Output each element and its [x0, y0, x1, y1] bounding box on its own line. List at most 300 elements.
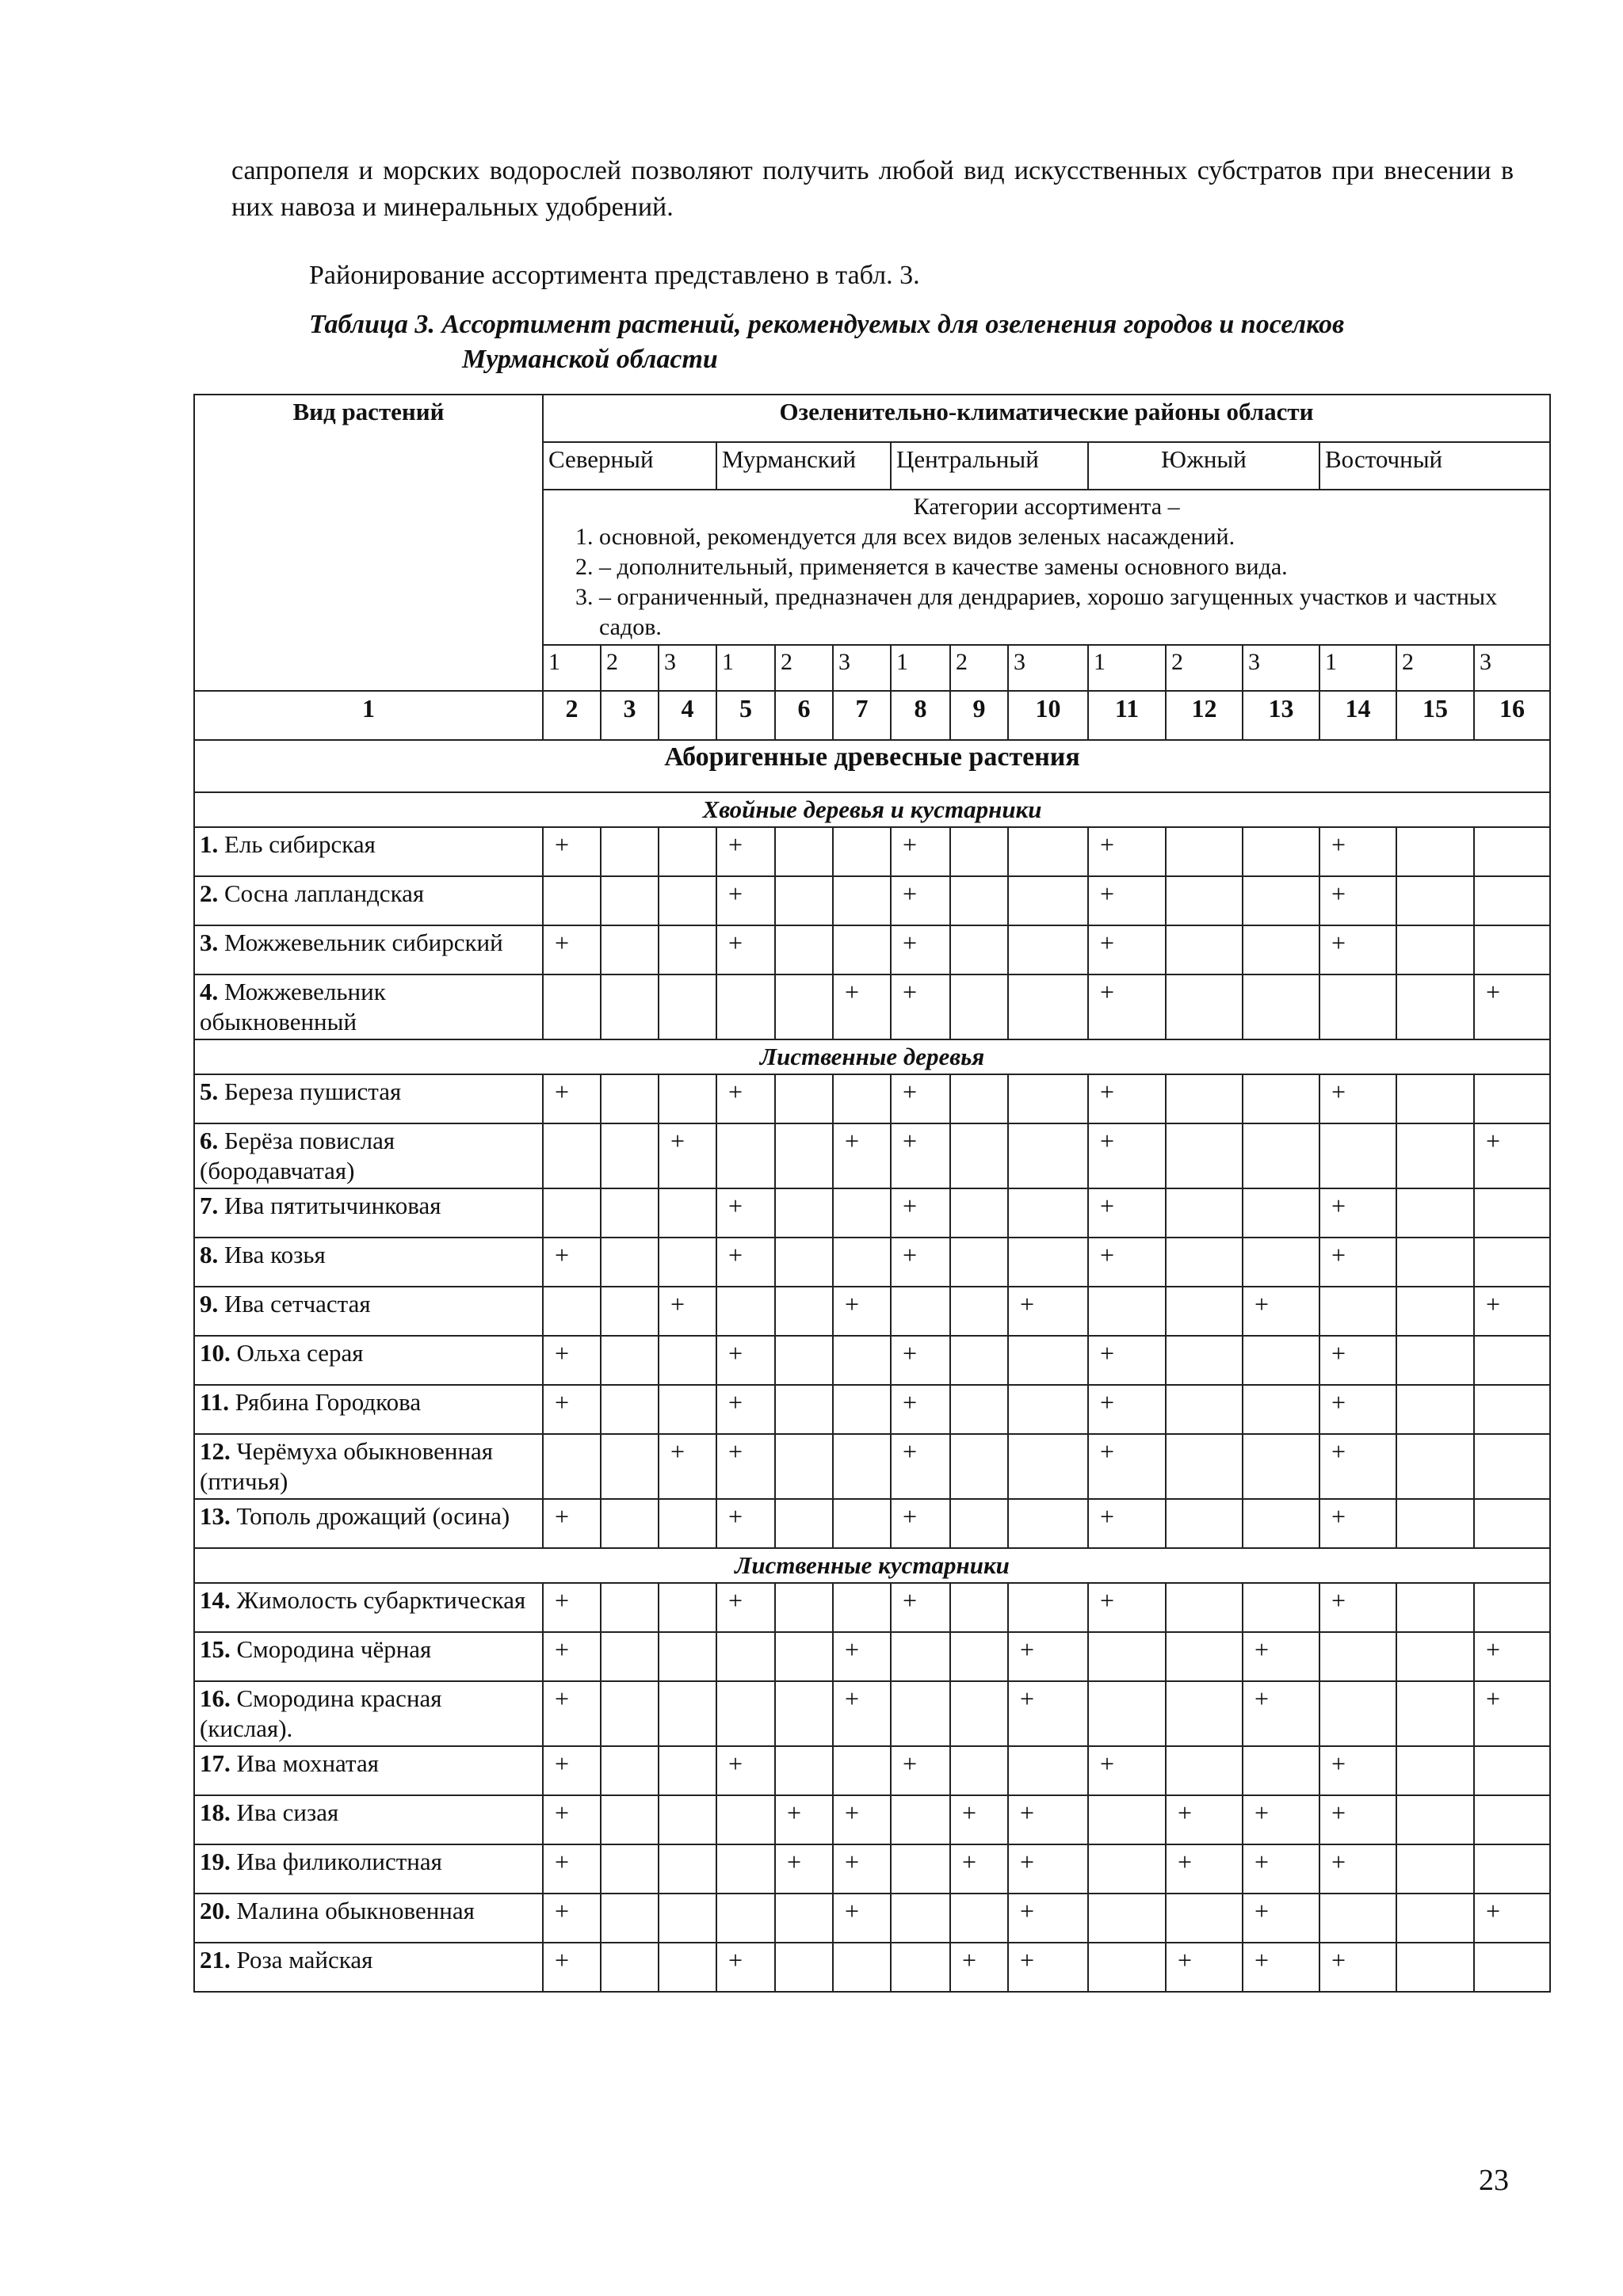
- mark-cell: [1474, 1943, 1550, 1992]
- mark-cell: [1166, 1499, 1243, 1548]
- mark-cell: [659, 1795, 716, 1844]
- mark-cell: +: [1008, 1943, 1088, 1992]
- plant-name-cell: [194, 1074, 543, 1123]
- mark-cell: [543, 1188, 601, 1238]
- mark-cell: +: [1008, 1844, 1088, 1894]
- mark-cell: [1319, 1287, 1396, 1336]
- plant-name-cell: [194, 1681, 543, 1746]
- column-number-cell: 10: [1008, 691, 1088, 740]
- mark-cell: +: [716, 1434, 775, 1499]
- mark-cell: +: [716, 827, 775, 876]
- categories-legend: [543, 490, 1550, 645]
- mark-cell: +: [833, 974, 891, 1039]
- mark-cell: [601, 1188, 659, 1238]
- mark-cell: [775, 1123, 833, 1188]
- mark-cell: +: [716, 1188, 775, 1238]
- mark-cell: [1474, 925, 1550, 974]
- mark-cell: +: [1088, 1583, 1166, 1632]
- mark-cell: +: [891, 1583, 950, 1632]
- mark-cell: [775, 1681, 833, 1746]
- mark-cell: [716, 1795, 775, 1844]
- mark-cell: [1474, 1795, 1550, 1844]
- plant-name: Роза майская: [236, 1946, 373, 1974]
- mark-cell: +: [1319, 827, 1396, 876]
- mark-cell: [891, 1943, 950, 1992]
- mark-cell: [543, 974, 601, 1039]
- plant-name-cell: [194, 827, 543, 876]
- column-number-cell: 8: [891, 691, 950, 740]
- mark-cell: [775, 1583, 833, 1632]
- mark-cell: [833, 1336, 891, 1385]
- category-number-cell: 2: [775, 645, 833, 691]
- mark-cell: [1243, 1123, 1319, 1188]
- mark-cell: +: [659, 1123, 716, 1188]
- mark-cell: [950, 1434, 1008, 1499]
- mark-cell: [716, 1894, 775, 1943]
- plant-name-cell: [194, 1238, 543, 1287]
- mark-cell: [1396, 1795, 1474, 1844]
- mark-cell: [1319, 1894, 1396, 1943]
- plant-number: 7.: [200, 1192, 219, 1219]
- mark-cell: +: [891, 876, 950, 925]
- table-row: [194, 1287, 1550, 1336]
- plant-name-cell: [194, 1894, 543, 1943]
- table-row: [194, 1844, 1550, 1894]
- group-row: [194, 1548, 1550, 1583]
- mark-cell: [1008, 1336, 1088, 1385]
- mark-cell: [1008, 1385, 1088, 1434]
- mark-cell: +: [1008, 1681, 1088, 1746]
- mark-cell: [1243, 1188, 1319, 1238]
- mark-cell: +: [1008, 1287, 1088, 1336]
- table-reference-text: Районирование ассортимента представлено в табл. 3.: [309, 261, 920, 290]
- category-number-cell: 1: [1319, 645, 1396, 691]
- mark-cell: +: [1088, 827, 1166, 876]
- mark-cell: +: [543, 925, 601, 974]
- category-number-cell: 3: [1008, 645, 1088, 691]
- mark-cell: [659, 827, 716, 876]
- region-murmansk: Мурманский: [716, 442, 891, 490]
- mark-cell: [1243, 1434, 1319, 1499]
- mark-cell: [659, 876, 716, 925]
- mark-cell: [1396, 1238, 1474, 1287]
- mark-cell: [950, 1681, 1008, 1746]
- mark-cell: +: [543, 1583, 601, 1632]
- mark-cell: [1166, 1123, 1243, 1188]
- table-row: [194, 1746, 1550, 1795]
- plant-name: Сосна лапландская: [224, 879, 425, 907]
- plant-name-cell: [194, 1287, 543, 1336]
- mark-cell: +: [833, 1287, 891, 1336]
- mark-cell: [1088, 1943, 1166, 1992]
- mark-cell: [1243, 1238, 1319, 1287]
- mark-cell: [775, 1336, 833, 1385]
- mark-cell: [891, 1287, 950, 1336]
- plant-column-header: Вид растений: [194, 395, 543, 691]
- table-body: [194, 395, 1550, 1992]
- mark-cell: +: [1088, 1746, 1166, 1795]
- table-row: [194, 1188, 1550, 1238]
- mark-cell: [775, 974, 833, 1039]
- mark-cell: [950, 925, 1008, 974]
- mark-cell: [1396, 1385, 1474, 1434]
- page-number: 23: [1479, 2164, 1509, 2197]
- mark-cell: [659, 1238, 716, 1287]
- plant-name: Малина обыкновенная: [236, 1897, 475, 1924]
- mark-cell: +: [833, 1123, 891, 1188]
- mark-cell: [659, 1583, 716, 1632]
- mark-cell: [601, 925, 659, 974]
- mark-cell: +: [1243, 1943, 1319, 1992]
- mark-cell: [1166, 1074, 1243, 1123]
- mark-cell: [1008, 974, 1088, 1039]
- plant-number: 12.: [200, 1437, 231, 1465]
- mark-cell: [1008, 876, 1088, 925]
- mark-cell: [1474, 1188, 1550, 1238]
- mark-cell: +: [659, 1287, 716, 1336]
- table-row: [194, 974, 1550, 1039]
- plant-number: 3.: [200, 929, 219, 956]
- mark-cell: [891, 1632, 950, 1681]
- table-caption: [309, 307, 1529, 377]
- mark-cell: [1166, 827, 1243, 876]
- mark-cell: [775, 1434, 833, 1499]
- mark-cell: [1474, 1074, 1550, 1123]
- mark-cell: +: [716, 1943, 775, 1992]
- mark-cell: [833, 876, 891, 925]
- mark-cell: [659, 1499, 716, 1548]
- mark-cell: [659, 974, 716, 1039]
- mark-cell: [1396, 1188, 1474, 1238]
- section-row: [194, 740, 1550, 792]
- table-row: [194, 1074, 1550, 1123]
- mark-cell: +: [1319, 1583, 1396, 1632]
- table-row: [194, 1499, 1550, 1548]
- plant-number: 19.: [200, 1848, 231, 1875]
- mark-cell: [1396, 1123, 1474, 1188]
- mark-cell: [1166, 1287, 1243, 1336]
- plant-name-cell: [194, 974, 543, 1039]
- assortment-table: [193, 394, 1551, 1993]
- mark-cell: [1396, 1287, 1474, 1336]
- mark-cell: +: [775, 1795, 833, 1844]
- mark-cell: +: [1319, 1746, 1396, 1795]
- mark-cell: [601, 1746, 659, 1795]
- mark-cell: +: [543, 1681, 601, 1746]
- mark-cell: [1319, 1681, 1396, 1746]
- table-row: [194, 1943, 1550, 1992]
- mark-cell: +: [1319, 1336, 1396, 1385]
- mark-cell: +: [891, 1238, 950, 1287]
- mark-cell: +: [543, 1894, 601, 1943]
- mark-cell: +: [543, 1632, 601, 1681]
- mark-cell: [1008, 1434, 1088, 1499]
- mark-cell: [1008, 1746, 1088, 1795]
- plant-name: Ольха серая: [236, 1339, 364, 1367]
- mark-cell: [601, 1943, 659, 1992]
- mark-cell: [950, 1746, 1008, 1795]
- mark-cell: +: [1319, 1074, 1396, 1123]
- mark-cell: [833, 925, 891, 974]
- column-number-cell: 1: [194, 691, 543, 740]
- section-title: Аборигенные древесные растения: [194, 740, 1550, 792]
- mark-cell: [1008, 1499, 1088, 1548]
- category-1: 1. основной, рекомендуется для всех видов зеленых насаждений.: [599, 522, 1545, 552]
- plant-number: 10.: [200, 1339, 231, 1367]
- plant-number: 5.: [200, 1077, 219, 1105]
- mark-cell: +: [1008, 1795, 1088, 1844]
- mark-cell: [950, 827, 1008, 876]
- mark-cell: +: [1474, 1287, 1550, 1336]
- mark-cell: [1396, 925, 1474, 974]
- plant-number: 14.: [200, 1586, 231, 1614]
- mark-cell: [775, 1746, 833, 1795]
- mark-cell: +: [1088, 974, 1166, 1039]
- category-number-cell: 3: [833, 645, 891, 691]
- mark-cell: [891, 1795, 950, 1844]
- mark-cell: [775, 925, 833, 974]
- mark-cell: +: [1474, 974, 1550, 1039]
- mark-cell: [1243, 925, 1319, 974]
- mark-cell: +: [1243, 1795, 1319, 1844]
- mark-cell: [601, 1632, 659, 1681]
- column-number-cell: 16: [1474, 691, 1550, 740]
- mark-cell: [950, 1074, 1008, 1123]
- mark-cell: +: [833, 1795, 891, 1844]
- mark-cell: [775, 1238, 833, 1287]
- plant-name: Ива пятитычинковая: [224, 1192, 441, 1219]
- mark-cell: [1243, 1499, 1319, 1548]
- mark-cell: [950, 1188, 1008, 1238]
- mark-cell: [1474, 827, 1550, 876]
- plant-name: Ива сетчастая: [224, 1290, 371, 1318]
- mark-cell: [950, 1632, 1008, 1681]
- mark-cell: [775, 1287, 833, 1336]
- mark-cell: +: [950, 1795, 1008, 1844]
- mark-cell: +: [1088, 1188, 1166, 1238]
- mark-cell: [1474, 1336, 1550, 1385]
- mark-cell: +: [1243, 1287, 1319, 1336]
- column-number-cell: 6: [775, 691, 833, 740]
- mark-cell: [601, 1336, 659, 1385]
- mark-cell: +: [543, 1385, 601, 1434]
- mark-cell: +: [1319, 925, 1396, 974]
- plant-name: Смородина красная (кислая).: [200, 1684, 442, 1742]
- mark-cell: [1088, 1844, 1166, 1894]
- mark-cell: [1396, 1499, 1474, 1548]
- mark-cell: [775, 1499, 833, 1548]
- mark-cell: [891, 1894, 950, 1943]
- mark-cell: [601, 1844, 659, 1894]
- column-number-cell: 7: [833, 691, 891, 740]
- mark-cell: [1166, 1188, 1243, 1238]
- mark-cell: [1396, 974, 1474, 1039]
- table-row: [194, 1795, 1550, 1844]
- mark-cell: [1396, 1746, 1474, 1795]
- mark-cell: [601, 1894, 659, 1943]
- category-number-cell: 3: [1243, 645, 1319, 691]
- group-title: Лиственные кустарники: [194, 1548, 1550, 1583]
- table-row: [194, 925, 1550, 974]
- mark-cell: [1243, 974, 1319, 1039]
- mark-cell: [1474, 1385, 1550, 1434]
- mark-cell: [1319, 974, 1396, 1039]
- mark-cell: [1008, 1583, 1088, 1632]
- mark-cell: [1008, 1074, 1088, 1123]
- mark-cell: [716, 1123, 775, 1188]
- plant-number: 8.: [200, 1241, 219, 1268]
- mark-cell: [716, 1844, 775, 1894]
- region-east: Восточный: [1319, 442, 1550, 490]
- table-row: [194, 1336, 1550, 1385]
- mark-cell: +: [1088, 925, 1166, 974]
- column-number-cell: 3: [601, 691, 659, 740]
- mark-cell: [950, 1336, 1008, 1385]
- mark-cell: +: [1319, 1238, 1396, 1287]
- mark-cell: +: [1166, 1795, 1243, 1844]
- mark-cell: [601, 1123, 659, 1188]
- mark-cell: +: [1474, 1123, 1550, 1188]
- mark-cell: [833, 827, 891, 876]
- mark-cell: +: [1088, 1238, 1166, 1287]
- mark-cell: [1243, 1385, 1319, 1434]
- mark-cell: [950, 1499, 1008, 1548]
- mark-cell: [543, 1123, 601, 1188]
- mark-cell: [1088, 1894, 1166, 1943]
- mark-cell: +: [891, 1123, 950, 1188]
- category-number-cell: 3: [1474, 645, 1550, 691]
- mark-cell: [1474, 1238, 1550, 1287]
- mark-cell: +: [1088, 1434, 1166, 1499]
- mark-cell: [601, 1795, 659, 1844]
- mark-cell: [1166, 876, 1243, 925]
- plant-name-cell: [194, 1632, 543, 1681]
- mark-cell: +: [891, 1746, 950, 1795]
- mark-cell: [659, 1188, 716, 1238]
- plant-name-cell: [194, 1746, 543, 1795]
- mark-cell: +: [543, 1074, 601, 1123]
- mark-cell: [833, 1583, 891, 1632]
- plant-number: 1.: [200, 830, 219, 858]
- mark-cell: [1166, 1238, 1243, 1287]
- group-title: Хвойные деревья и кустарники: [194, 792, 1550, 827]
- mark-cell: [833, 1385, 891, 1434]
- mark-cell: +: [1319, 1188, 1396, 1238]
- mark-cell: [659, 1746, 716, 1795]
- plant-number: 20.: [200, 1897, 231, 1924]
- mark-cell: [659, 1844, 716, 1894]
- mark-cell: +: [716, 1238, 775, 1287]
- mark-cell: [543, 1434, 601, 1499]
- mark-cell: [775, 1188, 833, 1238]
- plant-number: 6.: [200, 1127, 219, 1154]
- mark-cell: [659, 1632, 716, 1681]
- mark-cell: [1088, 1287, 1166, 1336]
- plant-number: 4.: [200, 978, 219, 1005]
- mark-cell: [950, 1238, 1008, 1287]
- mark-cell: +: [543, 1844, 601, 1894]
- mark-cell: [1008, 1123, 1088, 1188]
- mark-cell: [775, 1074, 833, 1123]
- mark-cell: [1088, 1795, 1166, 1844]
- mark-cell: +: [716, 1746, 775, 1795]
- mark-cell: [1088, 1632, 1166, 1681]
- mark-cell: +: [1319, 1385, 1396, 1434]
- mark-cell: +: [833, 1681, 891, 1746]
- plant-name-cell: [194, 925, 543, 974]
- mark-cell: +: [891, 974, 950, 1039]
- plant-name: Ива козья: [224, 1241, 326, 1268]
- mark-cell: +: [1243, 1632, 1319, 1681]
- category-number-cell: 2: [601, 645, 659, 691]
- mark-cell: +: [716, 925, 775, 974]
- table-row: [194, 1681, 1550, 1746]
- mark-cell: +: [1243, 1894, 1319, 1943]
- category-number-cell: 1: [543, 645, 601, 691]
- mark-cell: [1396, 1943, 1474, 1992]
- categories-list: [548, 522, 1545, 643]
- category-3: 3. – ограниченный, предназначен для дендрариев, хорошо загущенных участков и частных садов.: [599, 582, 1545, 643]
- mark-cell: [833, 1188, 891, 1238]
- mark-cell: [1166, 1632, 1243, 1681]
- mark-cell: [1319, 1123, 1396, 1188]
- mark-cell: [950, 1287, 1008, 1336]
- mark-cell: [891, 1681, 950, 1746]
- plant-name: Черёмуха обыкновенная (птичья): [200, 1437, 494, 1495]
- mark-cell: [1008, 1238, 1088, 1287]
- categories-title: Категории ассортимента –: [913, 494, 1180, 520]
- group-row: [194, 1039, 1550, 1074]
- column-number-cell: 9: [950, 691, 1008, 740]
- mark-cell: [1243, 1336, 1319, 1385]
- mark-cell: [659, 925, 716, 974]
- mark-cell: [543, 876, 601, 925]
- region-central: Центральный: [891, 442, 1088, 490]
- category-2: 2. – дополнительный, применяется в качестве замены основного вида.: [599, 552, 1545, 582]
- table-row: [194, 876, 1550, 925]
- plant-name: Ива филиколистная: [236, 1848, 442, 1875]
- column-number-row: [194, 691, 1550, 740]
- mark-cell: +: [1319, 1943, 1396, 1992]
- mark-cell: +: [891, 1385, 950, 1434]
- mark-cell: [1474, 1844, 1550, 1894]
- table-row: [194, 1238, 1550, 1287]
- region-north: Северный: [543, 442, 716, 490]
- regions-header: Озеленительно-климатические районы области: [543, 395, 1550, 442]
- mark-cell: +: [1319, 1844, 1396, 1894]
- group-row: [194, 792, 1550, 827]
- mark-cell: +: [716, 1385, 775, 1434]
- mark-cell: [1166, 1894, 1243, 1943]
- column-number-cell: 11: [1088, 691, 1166, 740]
- mark-cell: +: [1088, 1074, 1166, 1123]
- mark-cell: [1008, 925, 1088, 974]
- mark-cell: [543, 1287, 601, 1336]
- plant-name: Можжевельник сибирский: [224, 929, 503, 956]
- mark-cell: [1166, 1434, 1243, 1499]
- table-row: [194, 1632, 1550, 1681]
- mark-cell: [1166, 925, 1243, 974]
- mark-cell: +: [1319, 876, 1396, 925]
- mark-cell: [1008, 1188, 1088, 1238]
- mark-cell: +: [543, 1238, 601, 1287]
- mark-cell: [601, 1681, 659, 1746]
- mark-cell: +: [1474, 1894, 1550, 1943]
- category-number-cell: 2: [1396, 645, 1474, 691]
- mark-cell: [833, 1499, 891, 1548]
- mark-cell: [775, 876, 833, 925]
- plant-name: Смородина чёрная: [236, 1635, 432, 1663]
